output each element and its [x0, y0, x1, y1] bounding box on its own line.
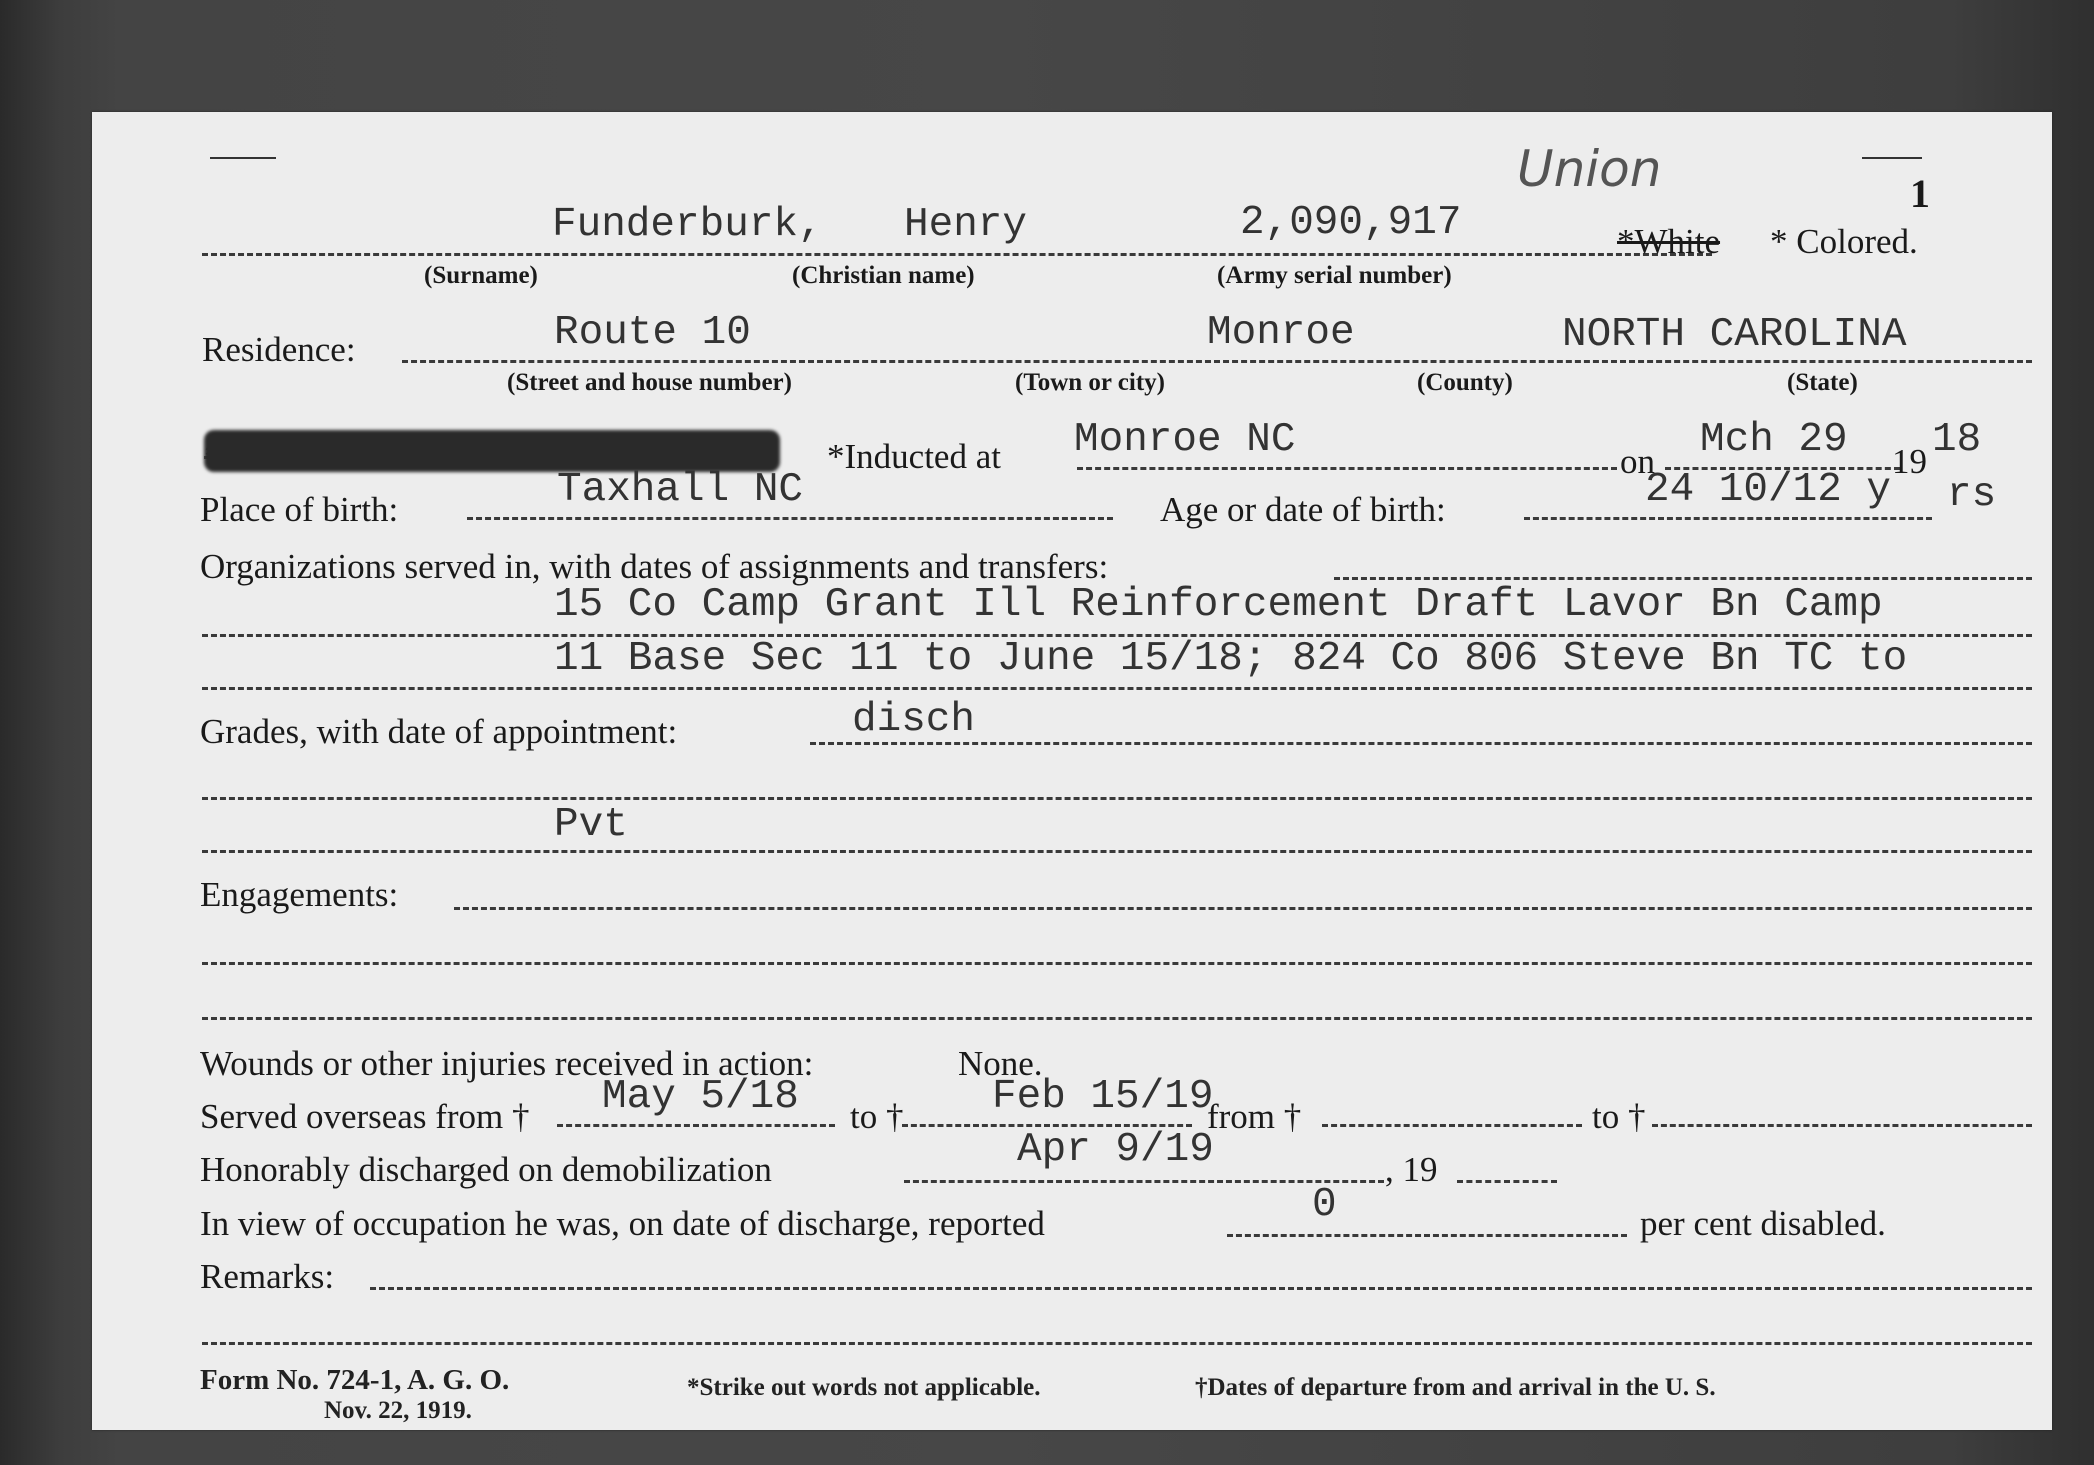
- age-value: 24 10/12 y: [1645, 467, 1892, 513]
- to-label-1: to †: [850, 1097, 904, 1136]
- overseas-label: Served overseas from †: [200, 1097, 530, 1136]
- disabled-label: In view of occupation he was, on date of discharge, reported: [200, 1204, 1045, 1243]
- inducted-line: [1077, 467, 1617, 470]
- grades-line-0: [810, 742, 2032, 745]
- birth-place-label: Place of birth:: [200, 490, 399, 529]
- to-label-2: to †: [1592, 1097, 1646, 1136]
- discharged-year-line: [1457, 1180, 1557, 1183]
- discharged-label: Honorably discharged on demobilization: [200, 1150, 772, 1189]
- on-label: on: [1620, 442, 1655, 481]
- discharged-year-label: , 19: [1385, 1150, 1438, 1189]
- age-label: Age or date of birth:: [1160, 490, 1446, 529]
- caption-county: (County): [1417, 369, 1513, 396]
- county-note: Union: [1517, 140, 1662, 198]
- organizations-line-2: [202, 687, 2032, 690]
- engagements-line-0: [454, 907, 2032, 910]
- engagements-line-2: [202, 1017, 2032, 1020]
- grades-value-1: disch: [852, 697, 976, 743]
- caption-christian: (Christian name): [792, 262, 975, 289]
- name-line: [202, 253, 1712, 256]
- footnote-strike: *Strike out words not applicable.: [687, 1374, 1041, 1401]
- residence-line: [402, 360, 2032, 363]
- residence-street-value: Route 10: [554, 310, 751, 356]
- page-number: 1: [1910, 171, 1930, 216]
- christian-name-value: Henry: [904, 202, 1028, 248]
- form-date: Nov. 22, 1919.: [324, 1397, 472, 1424]
- footnote-dates: †Dates of departure from and arrival in the U. S.: [1195, 1374, 1716, 1401]
- disabled-line: [1227, 1234, 1627, 1237]
- overseas-to-1-value: Feb 15/19: [992, 1074, 1214, 1120]
- discharged-date-value: Apr 9/19: [1017, 1127, 1214, 1173]
- organizations-line-0: [1334, 577, 2032, 580]
- caption-town: (Town or city): [1015, 369, 1165, 396]
- residence-label: Residence:: [202, 330, 356, 369]
- age-suffix: rs: [1947, 472, 1997, 518]
- grades-line-1: [202, 797, 2032, 800]
- residence-town-value: Monroe: [1207, 310, 1355, 356]
- top-right-rule: [1862, 157, 1922, 159]
- overseas-to-line-2: [1652, 1124, 2032, 1127]
- race-colored-label: * Colored.: [1770, 222, 1918, 261]
- engagements-label: Engagements:: [200, 875, 399, 914]
- caption-state: (State): [1787, 369, 1858, 396]
- engagements-line-1: [202, 962, 2032, 965]
- birth-place-value: Taxhall NC: [557, 467, 804, 513]
- overseas-from-line-2: [1322, 1124, 1582, 1127]
- overseas-from-1-value: May 5/18: [602, 1074, 799, 1120]
- year-prefix: 19: [1892, 442, 1927, 481]
- caption-street: (Street and house number): [507, 369, 792, 396]
- grades-line-2: [202, 850, 2032, 853]
- grades-label: Grades, with date of appointment:: [200, 712, 678, 751]
- organizations-value-2: 11 Base Sec 11 to June 15/18; 824 Co 806 Steve Bn TC to: [554, 636, 1908, 682]
- surname-value: Funderburk,: [552, 202, 823, 248]
- form-number: Form No. 724-1, A. G. O.: [200, 1364, 510, 1396]
- inducted-year-value: 18: [1932, 417, 1982, 463]
- age-line: [1524, 517, 1932, 520]
- grades-value-2: Pvt: [554, 802, 628, 848]
- redaction-mark: [204, 430, 780, 472]
- race-white-label: *White: [1617, 222, 1721, 261]
- wounds-value: None.: [958, 1044, 1043, 1083]
- inducted-place-value: Monroe NC: [1074, 417, 1296, 463]
- organizations-value-1: 15 Co Camp Grant Ill Reinforcement Draft Lavor Bn Camp: [554, 582, 1883, 628]
- remarks-line-1: [202, 1342, 2032, 1345]
- from-label-2: from †: [1207, 1097, 1302, 1136]
- disabled-value: 0: [1312, 1182, 1337, 1228]
- caption-surname: (Surname): [424, 262, 538, 289]
- inducted-date-value: Mch 29: [1700, 417, 1848, 463]
- serial-number-value: 2,090,917: [1240, 200, 1462, 246]
- service-record-card: [92, 112, 2052, 1430]
- overseas-from-line-1: [557, 1124, 835, 1127]
- top-left-rule: [210, 157, 276, 159]
- caption-serial: (Army serial number): [1217, 262, 1452, 289]
- residence-state-value: NORTH CAROLINA: [1562, 312, 1907, 358]
- birth-place-line: [467, 517, 1113, 520]
- remarks-label: Remarks:: [200, 1257, 335, 1296]
- remarks-line-0: [370, 1287, 2032, 1290]
- inducted-label: *Inducted at: [827, 437, 1001, 476]
- wounds-label: Wounds or other injuries received in action:: [200, 1044, 814, 1083]
- disabled-suffix: per cent disabled.: [1640, 1204, 1886, 1243]
- organizations-label: Organizations served in, with dates of assignments and transfers:: [200, 547, 1109, 586]
